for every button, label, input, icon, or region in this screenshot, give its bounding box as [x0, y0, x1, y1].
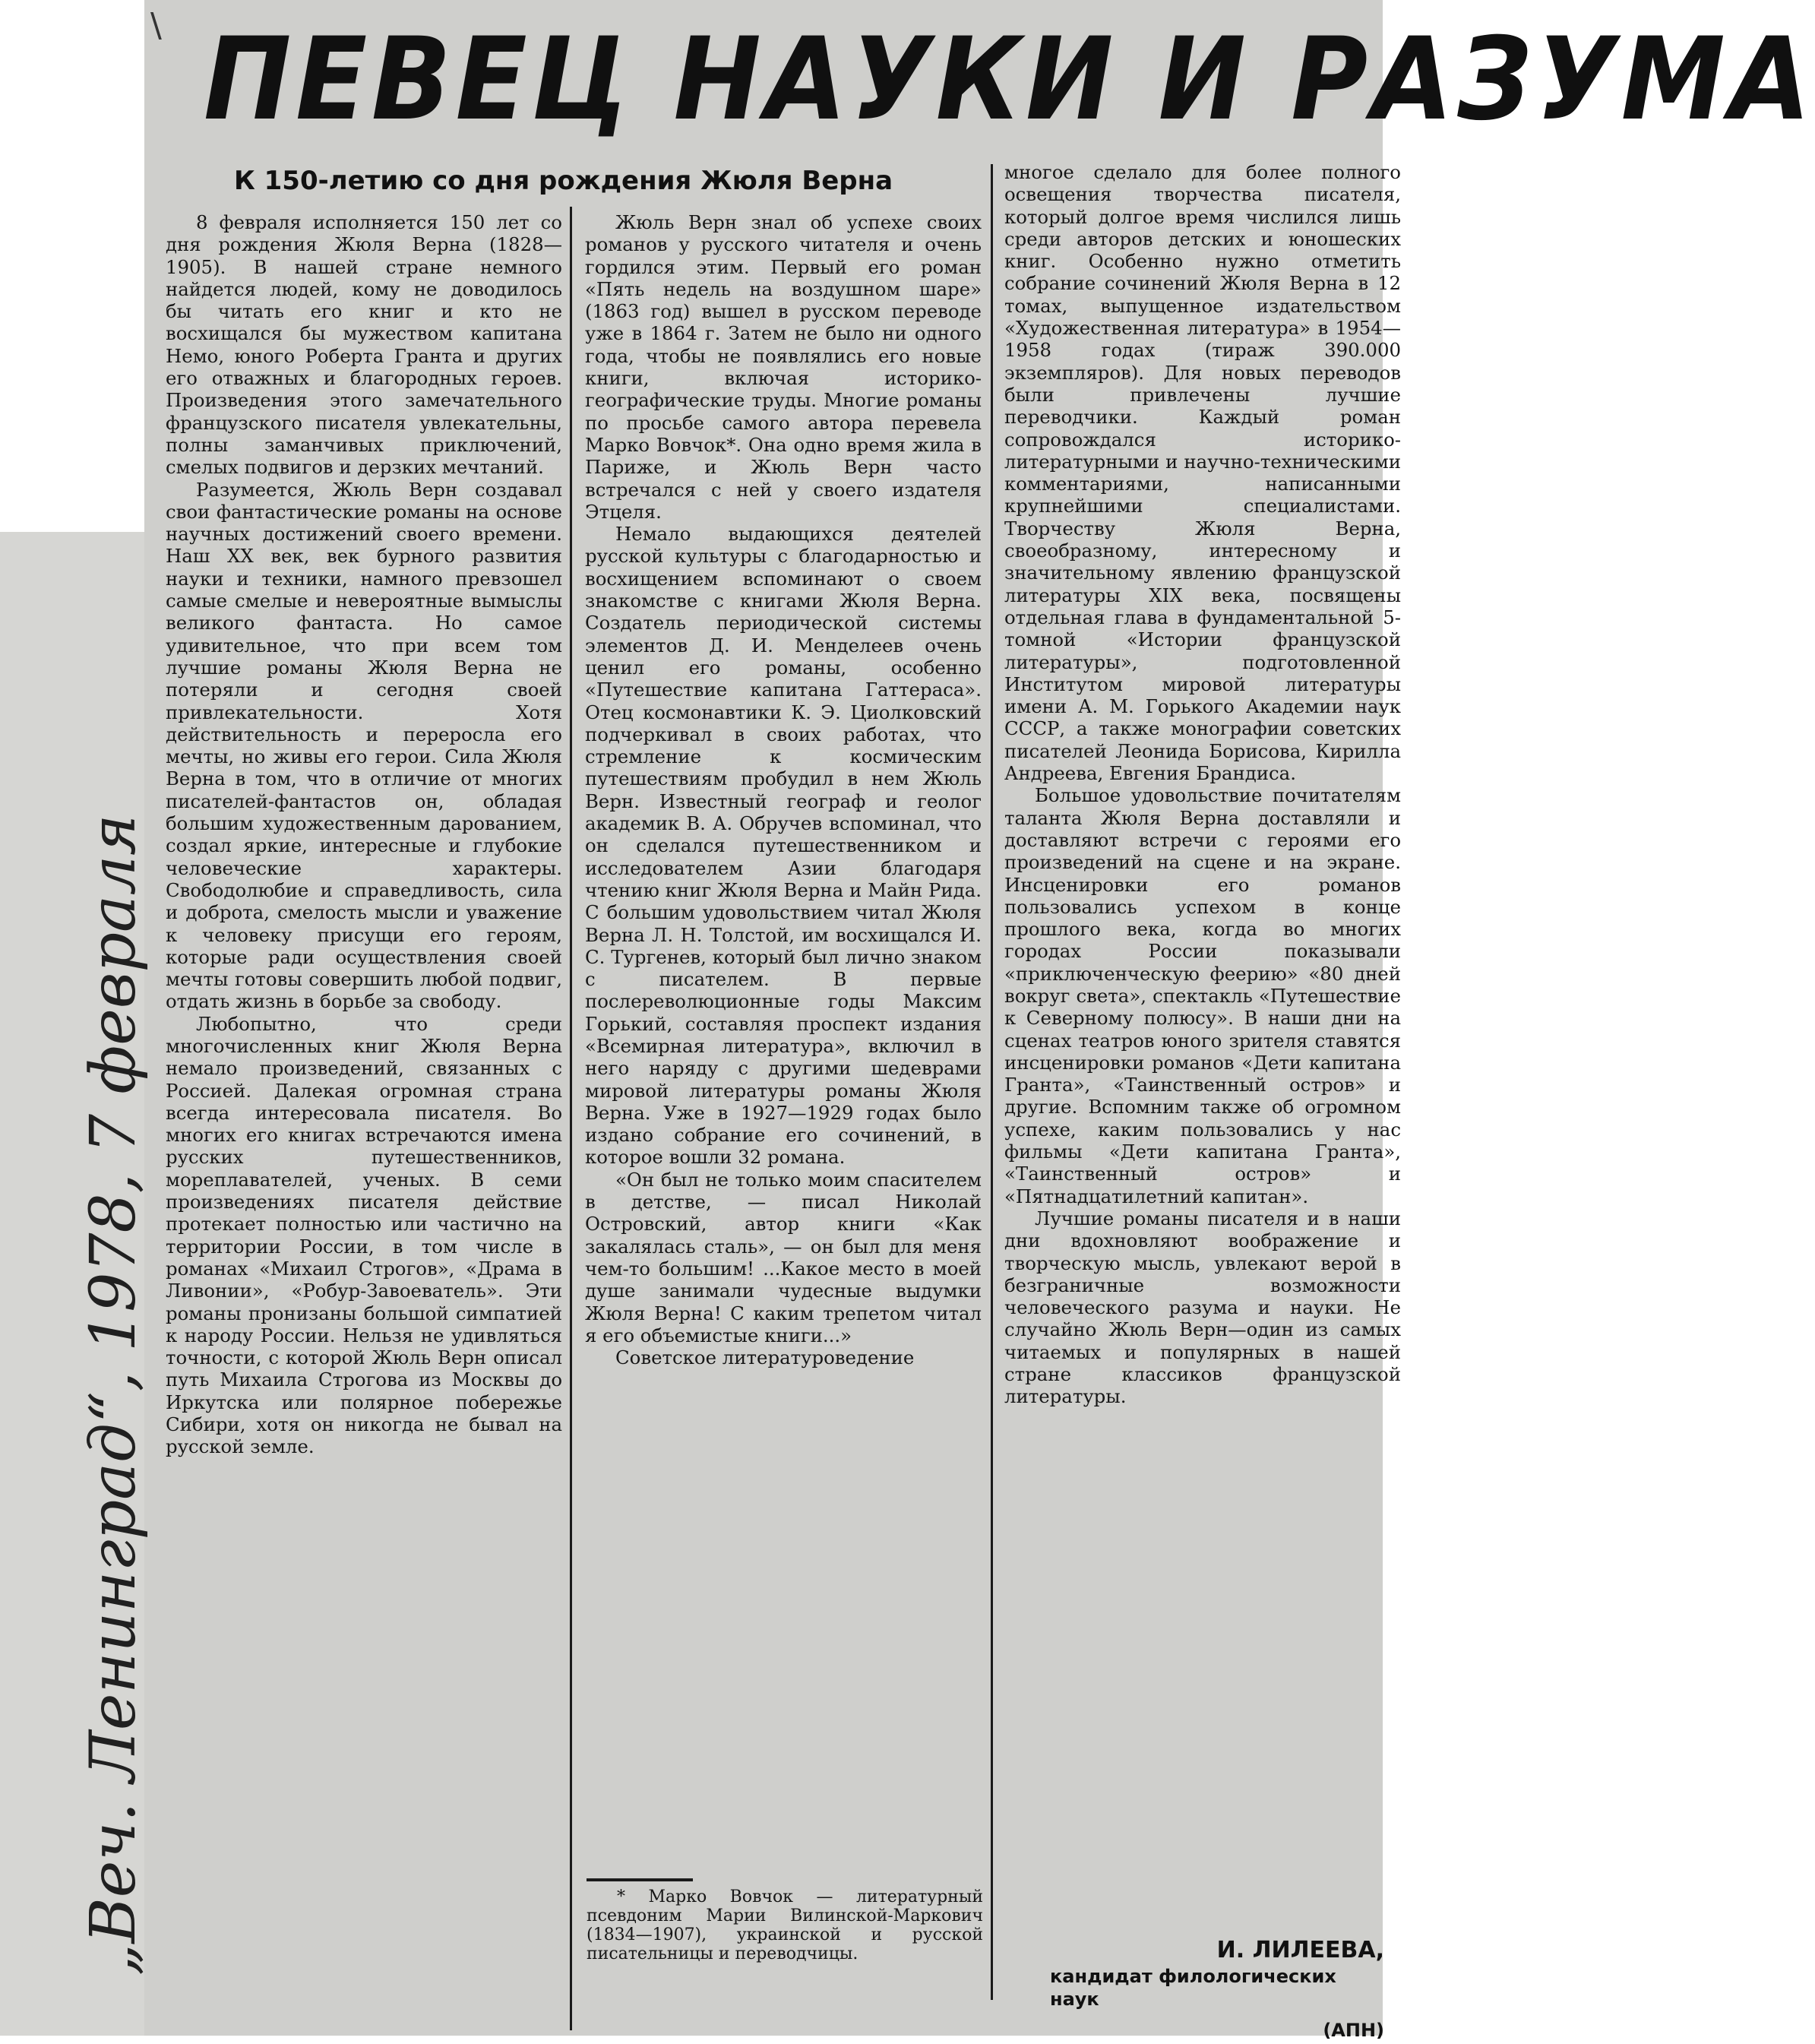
- paragraph: «Он был не только моим спасителем в детстве, — писал Николай Островский, автор книги «Как закалялась сталь», — он был для меня чем-то большим! ...Какое место в моей душе занимали чудесные выдумки Жюля Верна! С каким трепетом читал я его объемистые книги...»: [585, 1168, 982, 1346]
- article-column-2: [585, 211, 982, 1368]
- paragraph: Лучшие романы писателя и в наши дни вдохновляют воображение и творческую мысль, увлекают верой в безграничные возможности человеческого разума и науки. Не случайно Жюль Верн—один из самых читаемых и популярных в нашей стране классиков французской литературы.: [1004, 1207, 1401, 1408]
- paragraph: Жюль Верн знал об успехе своих романов у русского читателя и очень гордился этим. Первый его роман «Пять недель на воздушном шаре» (1863 год) вышел в русском переводе уже в 1864 г. Затем не было ни одного года, чтобы не появлялись его новые книги, включая историко-географические труды. Многие романы по просьбе самого автора перевела Марко Вовчок*. Она одно время жила в Париже, и Жюль Верн часто встречался с ней у своего издателя Этцеля.: [585, 211, 982, 523]
- column-divider: [570, 207, 572, 2030]
- author-title: кандидат филологических наук: [1050, 1966, 1336, 2010]
- footnote-rule: [587, 1878, 693, 1881]
- footnote: [587, 1887, 983, 1963]
- author-name: И. ЛИЛЕЕВА,: [1216, 1937, 1384, 1963]
- footnote-text: * Марко Вовчок — литературный псевдоним Марии Вилинской-Маркович (1834—1907), украинской и русской писательницы и переводчицы.: [587, 1887, 983, 1963]
- article-subtitle: К 150-летию со дня рождения Жюля Верна: [234, 166, 893, 196]
- article-column-1: [166, 211, 562, 1458]
- paragraph: Большое удовольствие почитателям таланта Жюля Верна доставляли и доставляют встречи с героями его произведений на сцене и на экране. Инсценировки его романов пользовались успехом в конце прошлого века, когда во многих городах России показывали «приключенческую феерию» «80 дней вокруг света», спектакль «Путешествие к Северному полюсу». В наши дни на сценах театров юного зрителя ставятся инсценировки романов «Дети капитана Гранта», «Таинственный остров» и другие. Вспомним также об огромном успехе, каким пользовались у нас фильмы «Дети капитана Гранта», «Таинственный остров» и «Пятнадцатилетний капитан».: [1004, 784, 1401, 1207]
- article-headline: ПЕВЕЦ НАУКИ И РАЗУМА: [204, 14, 1815, 146]
- paragraph: 8 февраля исполняется 150 лет со дня рождения Жюля Верна (1828—1905). В нашей стране немного найдется людей, кому не доводилось бы читать его книг и кто не восхищался бы мужеством капитана Немо, юного Роберта Гранта и других его отважных и благородных героев. Произведения этого замечательного французского писателя увлекательны, полны заманчивых приключений, смелых подвигов и дерзких мечтаний.: [166, 211, 562, 479]
- author-signature: [1004, 1936, 1384, 2044]
- corner-pencil-mark: \: [150, 6, 162, 45]
- paragraph: многое сделало для более полного освещения творчества писателя, который долгое время числился лишь среди авторов детских и юношеских книг. Особенно нужно отметить собрание сочинений Жюля Верна в 12 томах, выпущенное издательством «Художественная литература» в 1954—1958 годах (тираж 390.000 экземпляров). Для новых переводов были привлечены лучшие переводчики. Каждый роман сопровождался историко-литературными и научно-техническими комментариями, написанными крупнейшими специалистами. Творчеству Жюля Верна, своеобразному, интересному и значительному явлению французской литературы XIX века, посвящены отдельная глава в фундаментальной 5-томной «Истории французской литературы», подготовленной Институтом мировой литературы имени А. М. Горького Академии наук СССР, а также монографии советских писателей Леонида Борисова, Кирилла Андреева, Евгения Брандиса.: [1004, 161, 1401, 785]
- paragraph: Разумеется, Жюль Верн создавал свои фантастические романы на основе научных достижений своего времени. Наш XX век, век бурного развития науки и техники, намного превзошел самые смелые и невероятные вымыслы великого фантаста. Но самое удивительное, что при всем том лучшие романы Жюля Верна не потеряли и сегодня своей привлекательности. Хотя действительность и переросла его мечты, но живы его герои. Сила Жюля Верна в том, что в отличие от многих писателей-фантастов он, обладая большим художественным дарованием, создал яркие, интересные и глубокие человеческие характеры. Свободолюбие и справедливость, сила и доброта, смелость мысли и уважение к человеку присущи его героям, которые ради осуществления своей мечты готовы совершить любой подвиг, отдать жизнь в борьбе за свободу.: [166, 478, 562, 1013]
- paragraph: Любопытно, что среди многочисленных книг Жюля Верна немало произведений, связанных с Россией. Далекая огромная страна всегда интересовала писателя. Во многих его книгах встречаются имена русских путешественников, мореплавателей, ученых. В семи произведениях писателя действие протекает полностью или частично на территории России, в том числе в романах «Михаил Строгов», «Драма в Ливонии», «Робур-Завоеватель». Эти романы пронизаны большой симпатией к народу России. Нельзя не удивляться точности, с которой Жюль Верн описал путь Михаила Строгова из Москвы до Иркутска или полярное побережье Сибири, хотя он никогда не бывал на русской земле.: [166, 1012, 562, 1458]
- column-divider: [991, 164, 993, 2000]
- news-agency: (АПН): [1323, 2020, 1384, 2041]
- article-column-3: [1004, 161, 1401, 1408]
- paragraph: Немало выдающихся деятелей русской культуры с благодарностью и восхищением вспоминают о своем знакомстве с книгами Жюля Верна. Создатель периодической системы элементов Д. И. Менделеев очень ценил его романы, особенно «Путешествие капитана Гаттераса». Отец космонавтики К. Э. Циолковский подчеркивал в своих работах, что стремление к космическим путешествиям пробудил в нем Жюль Верн. Известный географ и геолог академик В. А. Обручев вспоминал, что он сделался путешественником и исследователем Азии благодаря чтению книг Жюля Верна и Майн Рида. С большим удовольствием читал Жюля Верна Л. Н. Толстой, им восхищался И. С. Тургенев, который был лично знаком с писателем. В первые послереволюционные годы Максим Горький, составляя проспект издания «Всемирная литература», включил в него наряду с другими шедеврами мировой литературы романы Жюля Верна. Уже в 1927—1929 годах было издано собрание его сочинений, в которое вошли 32 романа.: [585, 523, 982, 1169]
- handwritten-source-note: „Веч. Ленинград“, 1978, 7 февраля: [77, 814, 150, 1976]
- paragraph: Советское литературоведение: [615, 1346, 915, 1369]
